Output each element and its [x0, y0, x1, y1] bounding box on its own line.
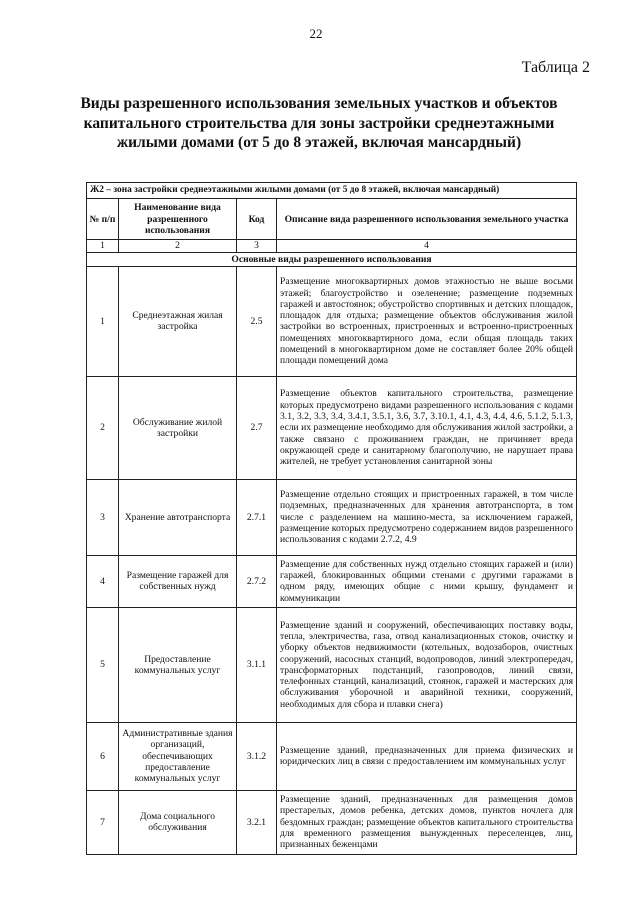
table-row [87, 266, 577, 376]
row-description: Размещение зданий, предназначенных для приема физических и юридических лиц в связи с предоставлением им коммунальных услуг [277, 722, 577, 790]
row-use-name: Обслуживание жилой застройки [119, 376, 237, 479]
column-number: 2 [119, 240, 237, 252]
page-number: 22 [309, 26, 323, 41]
row-number: 1 [87, 266, 119, 376]
row-code: 3.1.2 [237, 722, 277, 790]
column-number: 4 [277, 240, 577, 252]
row-code: 3.2.1 [237, 790, 277, 854]
row-code: 2.7.2 [237, 555, 277, 607]
table-row [87, 479, 577, 555]
row-number: 3 [87, 479, 119, 555]
row-number: 6 [87, 722, 119, 790]
row-use-name: Предоставление коммунальных услуг [119, 607, 237, 722]
row-description: Размещение зданий и сооружений, обеспечивающих поставку воды, тепла, электричества, газа, отвод канализационных стоков, очистку и уборку объектов недвижимости (котельных, водозаборов, очистных сооружений, насосных станций, водопроводов, линий электропередач, трансформаторных подстанций, газопроводов, линий связи, телефонных станций, канализаций, стоянок, гаражей и мастерских для обслуживания уборочной и аварийной техники, сооружений, необходимых для сбора и плавки снега) [277, 607, 577, 722]
table-label: Таблица 2 [521, 59, 590, 76]
row-number: 4 [87, 555, 119, 607]
section-row [87, 252, 577, 266]
column-number: 3 [237, 240, 277, 252]
section-title: Основные виды разрешенного использования [87, 252, 577, 266]
row-description: Размещение зданий, предназначенных для размещения домов престарелых, домов ребенка, детских домов, пунктов ночлега для бездомных граждан; размещение объектов капитального строительства для временного размещения вынужденных переселенцев, лиц, признанных беженцами [277, 790, 577, 854]
header-row [87, 199, 577, 240]
row-description: Размещение отдельно стоящих и пристроенных гаражей, в том числе подземных, предназначенных для хранения автотранспорта, в том числе с разделением на машино-места, за исключением гаражей, размещение которых предусмотрено содержанием видов разрешенного использования с кодами 2.7.2, 4.9 [277, 479, 577, 555]
header-code: Код [237, 199, 277, 240]
row-code: 2.5 [237, 266, 277, 376]
table-row [87, 790, 577, 854]
zone-caption-row [87, 183, 577, 199]
row-use-name: Размещение гаражей для собственных нужд [119, 555, 237, 607]
row-description: Размещение для собственных нужд отдельно стоящих гаражей и (или) гаражей, блокированных общими стенами с другими гаражами в одном ряду, имеющих общие с ними крышу, фундамент и коммуникации [277, 555, 577, 607]
row-description: Размещение объектов капитального строительства, размещение которых предусмотрено видами разрешенного использования с кодами 3.1, 3.2, 3.3, 3.4, 3.4.1, 3.5.1, 3.6, 3.7, 3.10.1, 4.1, 4.3, 4.4, 4.6, 5.1.2, 5.1.3, если их размещение необходимо для обслуживания жилой застройки, а также связано с проживанием граждан, не причиняет вреда окружающей среде и санитарному благополучию, не нарушает права жителей, не требует установления санитарной зоны [277, 376, 577, 479]
header-desc: Описание вида разрешенного использования земельного участка [277, 199, 577, 240]
row-use-name: Дома социального обслуживания [119, 790, 237, 854]
table-row [87, 376, 577, 479]
column-number: 1 [87, 240, 119, 252]
column-number-row [87, 240, 577, 252]
row-code: 3.1.1 [237, 607, 277, 722]
row-code: 2.7.1 [237, 479, 277, 555]
row-use-name: Хранение автотранспорта [119, 479, 237, 555]
row-description: Размещение многоквартирных домов этажностью не выше восьми этажей; благоустройство и озеленение; размещение подземных гаражей и автостоянок; обустройство спортивных и детских площадок, площадок для отдыха; размещение объектов обслуживания жилой застройки во встроенных, пристроенных и встроенно-пристроенных помещениях многоквартирного дома, если общая площадь таких помещений в многоквартирном доме не составляет более 20% общей площади помещений дома [277, 266, 577, 376]
table-row [87, 722, 577, 790]
table-row [87, 555, 577, 607]
row-use-name: Среднеэтажная жилая застройка [119, 266, 237, 376]
document-title: Виды разрешенного использования земельных участков и объектов капитального строительства для зоны застройки среднеэтажными жилыми домами (от 5 до 8 этажей, включая мансардный) [80, 95, 558, 151]
row-code: 2.7 [237, 376, 277, 479]
header-name: Наименование вида разрешенного использования [119, 199, 237, 240]
row-number: 7 [87, 790, 119, 854]
land-use-table [86, 182, 577, 855]
zone-caption: Ж2 – зона застройки среднеэтажными жилыми домами (от 5 до 8 этажей, включая мансардный) [87, 183, 577, 199]
row-number: 2 [87, 376, 119, 479]
table-row [87, 607, 577, 722]
row-number: 5 [87, 607, 119, 722]
row-use-name: Административные здания организаций, обеспечивающих предоставление коммунальных услуг [119, 722, 237, 790]
header-num: № п/п [87, 199, 119, 240]
